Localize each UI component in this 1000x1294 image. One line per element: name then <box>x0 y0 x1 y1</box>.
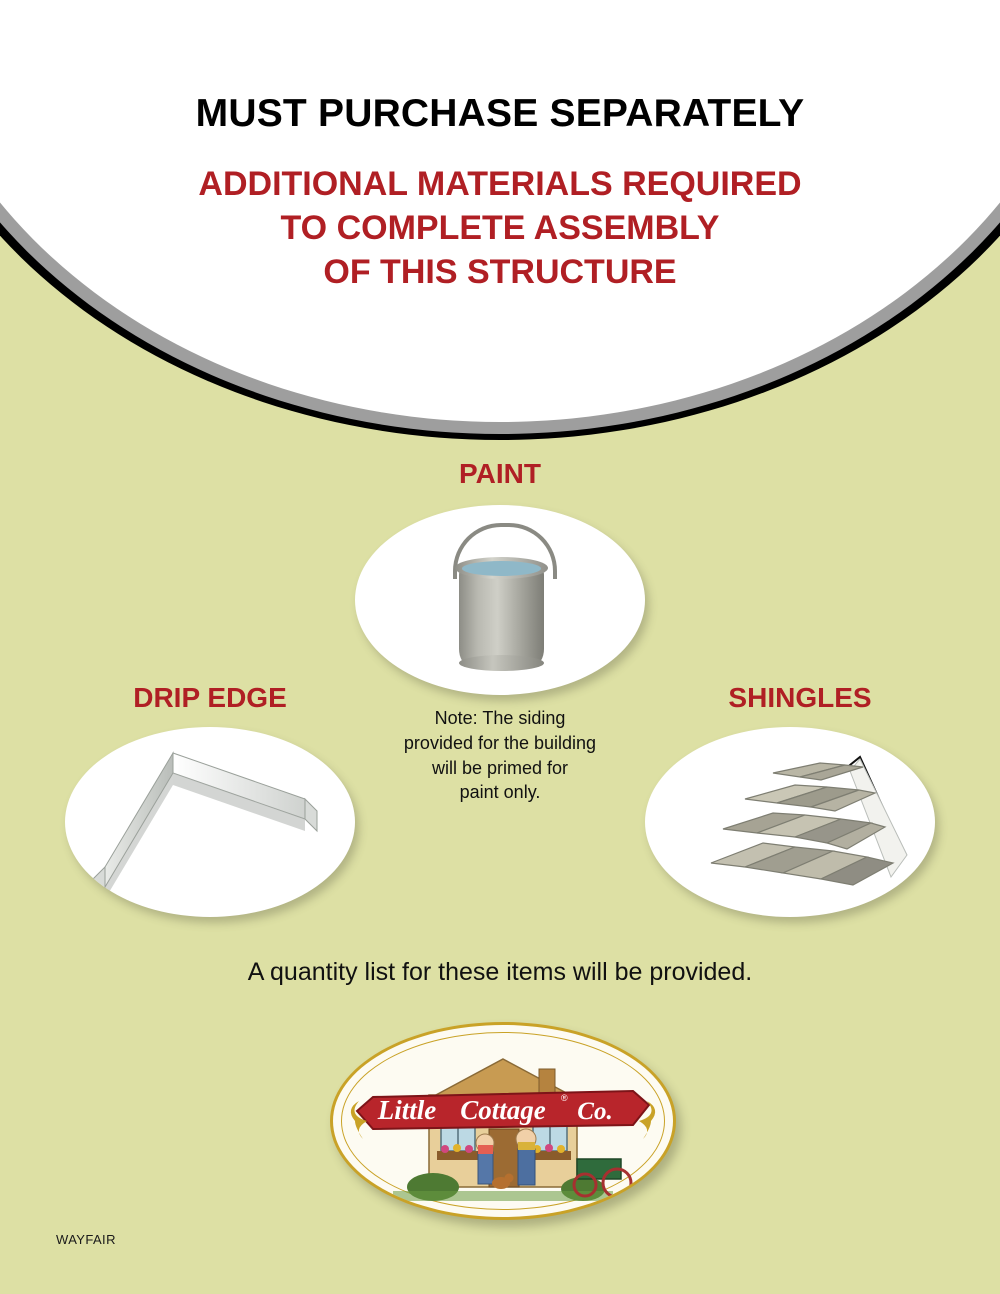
watermark: WAYFAIR <box>56 1232 116 1247</box>
logo-word-2: Cottage <box>460 1095 546 1125</box>
item-label-paint: PAINT <box>459 458 541 489</box>
logo-oval <box>330 1022 676 1220</box>
page-subtitle-line-1: ADDITIONAL MATERIALS REQUIRED <box>198 165 802 203</box>
paint-bucket-icon <box>459 567 544 665</box>
logo-word-3: Co. <box>577 1098 613 1125</box>
page-title: MUST PURCHASE SEPARATELY <box>195 92 805 135</box>
siding-note <box>370 706 630 805</box>
drip-edge-icon <box>65 727 355 917</box>
logo-word-1: Little <box>377 1095 437 1125</box>
drip-edge-image-oval <box>65 727 355 917</box>
header-block <box>0 0 1000 295</box>
paint-liquid-icon <box>462 561 541 576</box>
siding-note-line-2: provided for the building <box>403 732 597 753</box>
paint-image-oval <box>355 505 645 695</box>
quantity-note: A quantity list for these items will be provided. <box>247 958 753 986</box>
shingles-image-oval <box>645 727 935 917</box>
siding-note-line-1: Note: The siding <box>434 708 566 728</box>
item-label-shingles: SHINGLES <box>728 682 872 713</box>
paint-bucket-base-icon <box>459 655 544 671</box>
logo-registered-mark: ® <box>561 1093 568 1103</box>
page-subtitle-line-2: TO COMPLETE ASSEMBLY <box>280 209 720 248</box>
siding-note-line-4: paint only. <box>459 782 541 803</box>
item-label-drip-edge: DRIP EDGE <box>133 682 287 713</box>
roof-shingles-icon <box>645 727 935 917</box>
page-subtitle <box>0 162 1000 295</box>
siding-note-line-3: will be primed for <box>431 757 569 778</box>
little-cottage-co-logo-icon <box>333 1025 673 1217</box>
page-subtitle-line-3: OF THIS STRUCTURE <box>323 253 677 292</box>
